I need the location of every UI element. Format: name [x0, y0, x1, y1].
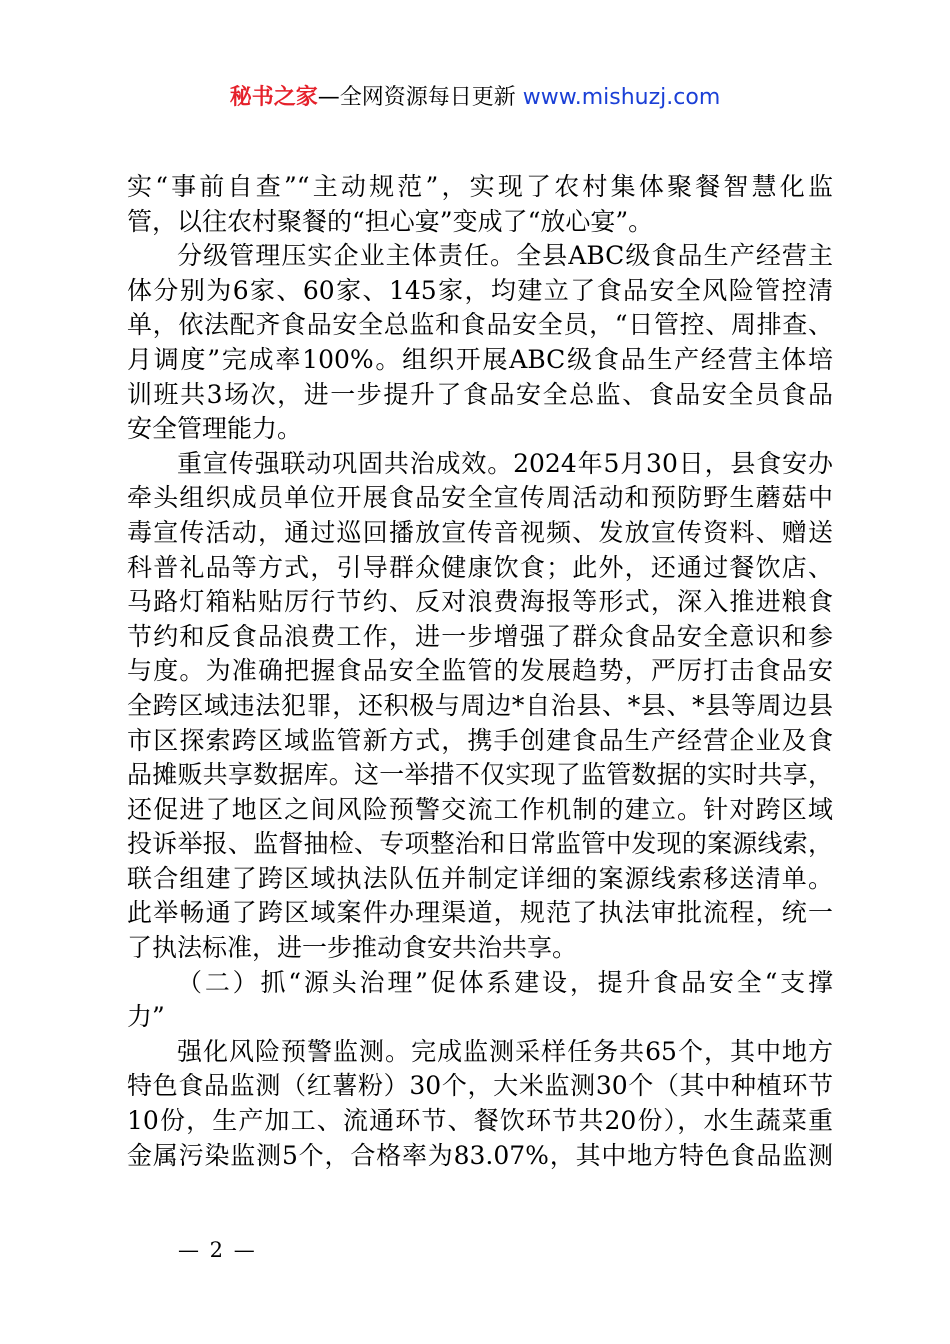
text-line: 10份，生产加工、流通环节、餐饮环节共20份），水生蔬菜重	[127, 1106, 833, 1136]
text-line: 管，以往农村聚餐的“担心宴”变成了“放心宴”。	[127, 206, 654, 236]
site-url-link[interactable]: www.mishuzj.com	[522, 85, 721, 110]
text-line: 市区探索跨区域监管新方式，携手创建食品生产经营企业及食	[127, 725, 833, 755]
text-line: 投诉举报、监督抽检、专项整治和日常监管中发现的案源线索，	[127, 829, 833, 859]
text-line: 金属污染监测5个，合格率为83.07%，其中地方特色食品监测	[127, 1140, 833, 1170]
text-line: 马路灯箱粘贴厉行节约、反对浪费海报等形式，深入推进粮食	[127, 587, 833, 617]
site-header	[0, 80, 950, 111]
text-line: 特色食品监测（红薯粉）30个，大米监测30个（其中种植环节	[127, 1071, 833, 1101]
text-line: 实“事前自查”“主动规范”，实现了农村集体聚餐智慧化监	[127, 172, 833, 201]
text-line: 分级管理压实企业主体责任。全县ABC级食品生产经营主	[177, 241, 833, 271]
text-line: 联合组建了跨区域执法队伍并制定详细的案源线索移送清单。	[127, 863, 833, 893]
text-line: 节约和反食品浪费工作，进一步增强了群众食品安全意识和参	[127, 621, 833, 651]
header-tagline: —全网资源每日更新	[317, 85, 516, 110]
section-heading: （二）抓“源头治理”促体系建设，提升食品安全“支撑	[177, 967, 833, 997]
text-line: 安全管理能力。	[127, 414, 303, 444]
text-line: 此举畅通了跨区域案件办理渠道，规范了执法审批流程，统一	[127, 898, 833, 928]
brand-name: 秘书之家	[229, 85, 318, 110]
text-line: 强化风险预警监测。完成监测采样任务共65个，其中地方	[177, 1036, 833, 1066]
text-line: 与度。为准确把握食品安全监管的发展趋势，严厉打击食品安	[127, 656, 833, 686]
text-line: 科普礼品等方式，引导群众健康饮食；此外，还通过餐饮店、	[127, 552, 833, 582]
text-line: 单，依法配齐食品安全总监和食品安全员，“日管控、周排查、	[127, 310, 833, 340]
section-heading-continued: 力”	[127, 1002, 165, 1032]
text-line: 全跨区域违法犯罪，还积极与周边*自治县、*县、*县等周边县	[127, 690, 833, 720]
text-line: 体分别为6家、60家、145家，均建立了食品安全风险管控清	[127, 275, 833, 305]
text-line: 训班共3场次，进一步提升了食品安全总监、食品安全员食品	[127, 379, 833, 409]
text-line: 品摊贩共享数据库。这一举措不仅实现了监管数据的实时共享，	[127, 760, 833, 790]
text-line: 重宣传强联动巩固共治成效。2024年5月30日，县食安办	[177, 448, 833, 478]
text-line: 了执法标准，进一步推动食安共治共享。	[127, 933, 578, 963]
text-line: 还促进了地区之间风险预警交流工作机制的建立。针对跨区域	[127, 794, 833, 824]
text-line: 牵头组织成员单位开展食品安全宣传周活动和预防野生蘑菇中	[127, 483, 833, 513]
document-body	[127, 170, 833, 1173]
text-line: 月调度”完成率100%。组织开展ABC级食品生产经营主体培	[127, 344, 833, 374]
page-number: — 2 —	[178, 1238, 257, 1262]
text-line: 毒宣传活动，通过巡回播放宣传音视频、发放宣传资料、赠送	[127, 517, 833, 547]
